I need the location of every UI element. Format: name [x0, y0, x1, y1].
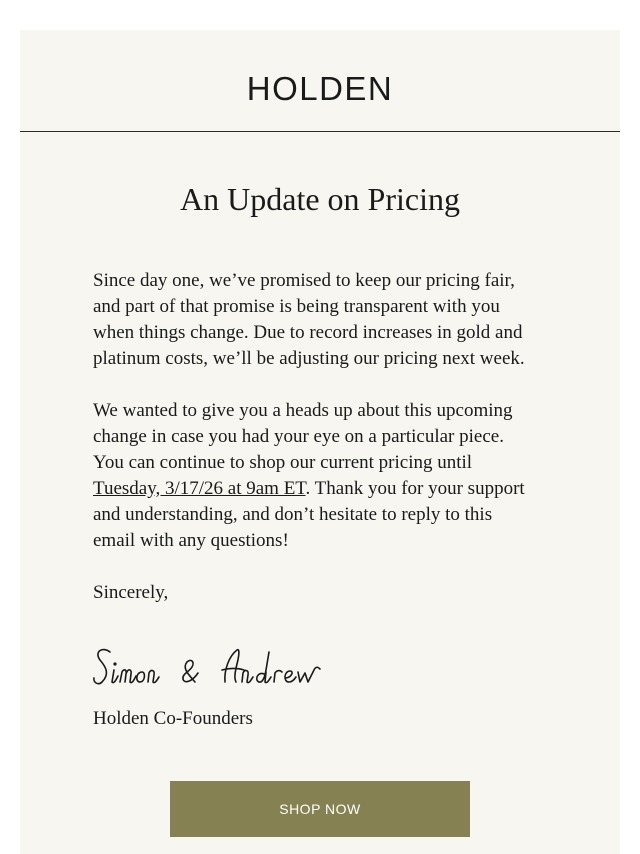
shop-now-button[interactable]: SHOP NOW [170, 781, 470, 837]
email-message [93, 268, 533, 632]
page-title: An Update on Pricing [180, 181, 460, 217]
email-header [20, 30, 620, 132]
paragraph-deadline [93, 398, 533, 554]
paragraph-intro: Since day one, we’ve promised to keep our pricing fair, and part of that promise is being transparent with you when things change. Due to record increases in gold and platinum costs, we’ll be adjusting our pricing next week. [93, 270, 525, 369]
email-body [20, 30, 620, 854]
handwritten-signature [92, 640, 362, 692]
signoff-role: Holden Co-Founders [93, 708, 253, 729]
closing-text: Sincerely, [93, 582, 169, 603]
brand-logo[interactable]: HOLDEN [246, 70, 394, 107]
deadline-text-after: . Thank you for your support and understanding, and don’t hesitate to reply to this email with any questions! [93, 478, 525, 551]
deadline-date: Tuesday, 3/17/26 at 9am ET [93, 478, 306, 499]
deadline-text-before: We wanted to give you a heads up about this upcoming change in case you had your eye on a particular piece. You can continue to shop our current pricing until [93, 400, 513, 473]
